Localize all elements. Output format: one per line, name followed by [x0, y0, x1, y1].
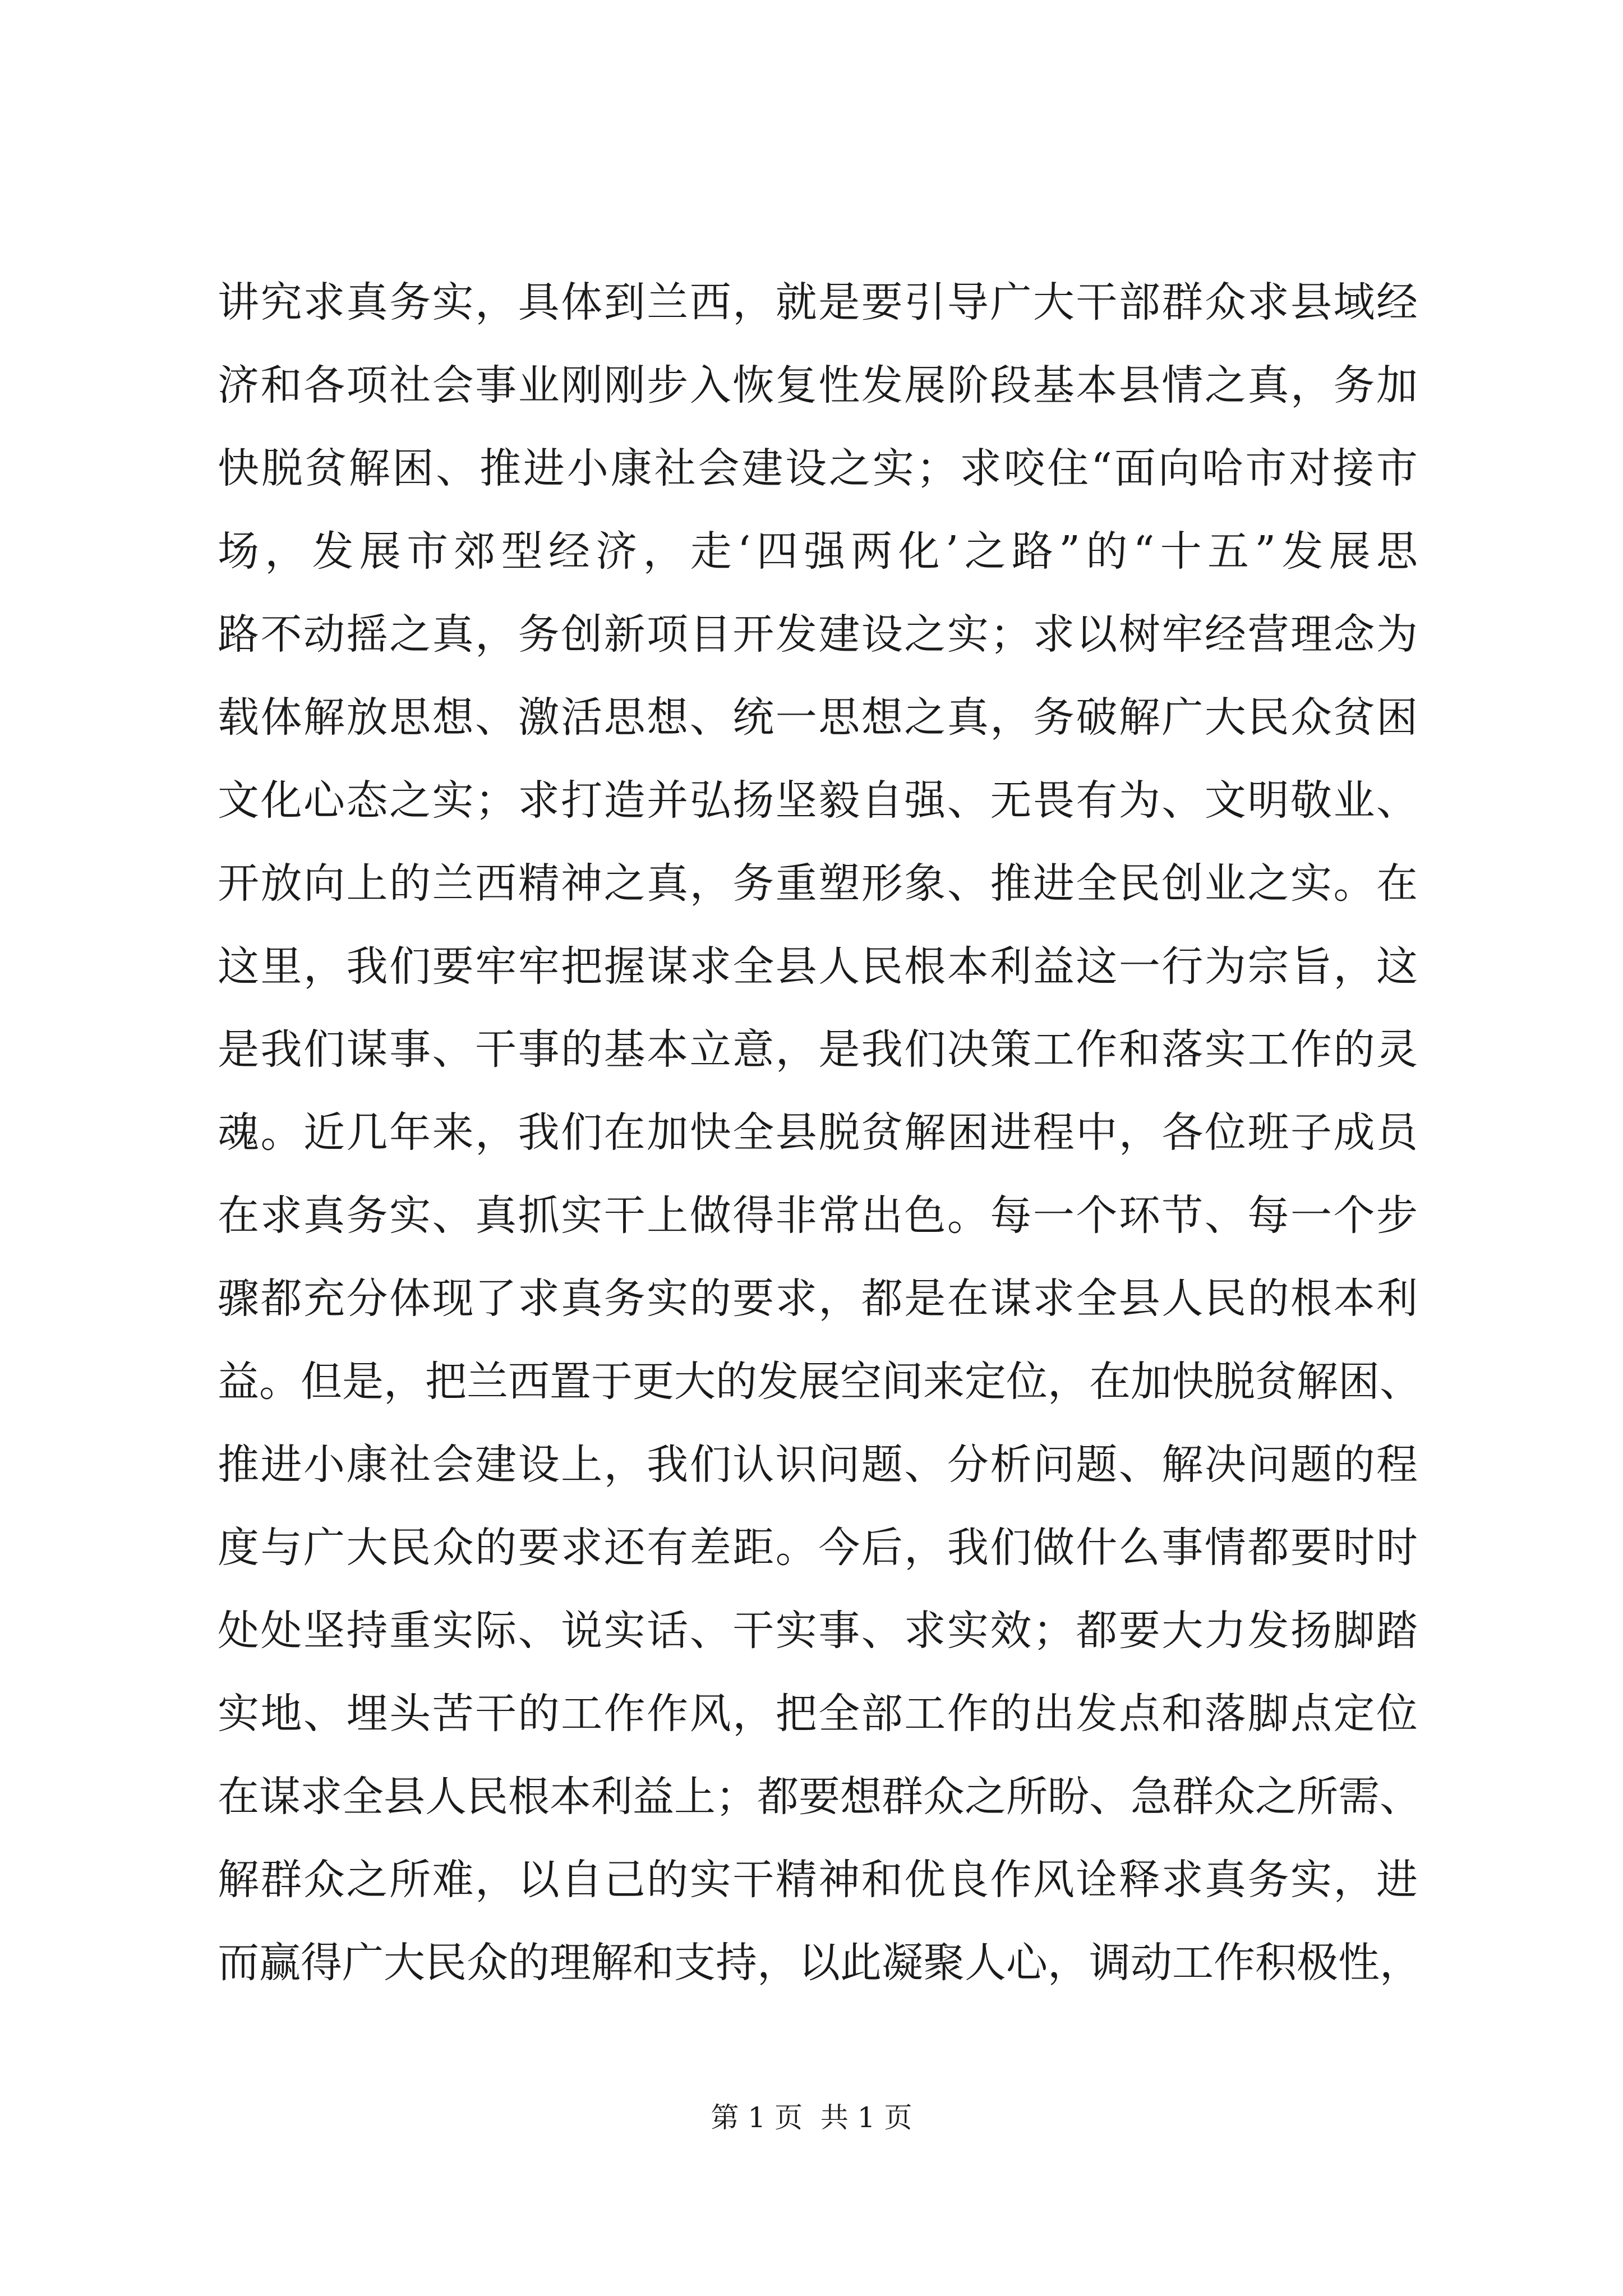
paragraph-line: 处处坚持重实际、说实话、干实事、求实效；都要大力发扬脚踏 — [218, 1607, 1418, 1655]
paragraph-line: 魂。近几年来，我们在加快全县脱贫解困进程中，各位班子成员 — [218, 1108, 1418, 1157]
paragraph-line: 在谋求全县人民根本利益上；都要想群众之所盼、急群众之所需、 — [218, 1773, 1421, 1821]
paragraph-line: 济和各项社会事业刚刚步入恢复性发展阶段基本县情之真，务加 — [218, 361, 1418, 409]
paragraph-line: 益。但是，把兰西置于更大的发展空间来定位，在加快脱贫解困、 — [218, 1358, 1421, 1406]
paragraph-line: 度与广大民众的要求还有差距。今后，我们做什么事情都要时时 — [218, 1524, 1418, 1572]
paragraph-line: 开放向上的兰西精神之真，务重塑形象、推进全民创业之实。在 — [218, 859, 1418, 908]
body-paragraph — [218, 261, 1421, 2004]
paragraph-line: 在求真务实、真抓实干上做得非常出色。每一个环节、每一个步 — [218, 1191, 1418, 1240]
paragraph-line: 场，发展市郊型经济，走‘四强两化’之路”的“十五”发展思 — [218, 527, 1418, 576]
paragraph-line: 推进小康社会建设上，我们认识问题、分析问题、解决问题的程 — [218, 1441, 1418, 1489]
paragraph-line: 而赢得广大民众的理解和支持，以此凝聚人心，调动工作积极性， — [218, 1939, 1421, 1987]
paragraph-line: 实地、埋头苦干的工作作风，把全部工作的出发点和落脚点定位 — [218, 1690, 1418, 1738]
paragraph-line: 路不动摇之真，务创新项目开发建设之实；求以树牢经营理念为 — [218, 610, 1418, 659]
page-footer: 第 1 页 共 1 页 — [711, 2101, 912, 2134]
paragraph-line: 载体解放思想、激活思想、统一思想之真，务破解广大民众贫困 — [218, 693, 1418, 742]
paragraph-line: 讲究求真务实，具体到兰西，就是要引导广大干部群众求县域经 — [218, 278, 1418, 326]
paragraph-line: 这里，我们要牢牢把握谋求全县人民根本利益这一行为宗旨，这 — [218, 942, 1418, 991]
paragraph-line: 文化心态之实；求打造并弘扬坚毅自强、无畏有为、文明敬业、 — [218, 776, 1418, 825]
paragraph-line: 快脱贫解困、推进小康社会建设之实；求咬住“面向哈市对接市 — [218, 444, 1418, 493]
paragraph-line: 骤都充分体现了求真务实的要求，都是在谋求全县人民的根本利 — [218, 1274, 1418, 1323]
paragraph-line: 解群众之所难，以自己的实干精神和优良作风诠释求真务实，进 — [218, 1856, 1418, 1904]
paragraph-line: 是我们谋事、干事的基本立意，是我们决策工作和落实工作的灵 — [218, 1025, 1418, 1074]
